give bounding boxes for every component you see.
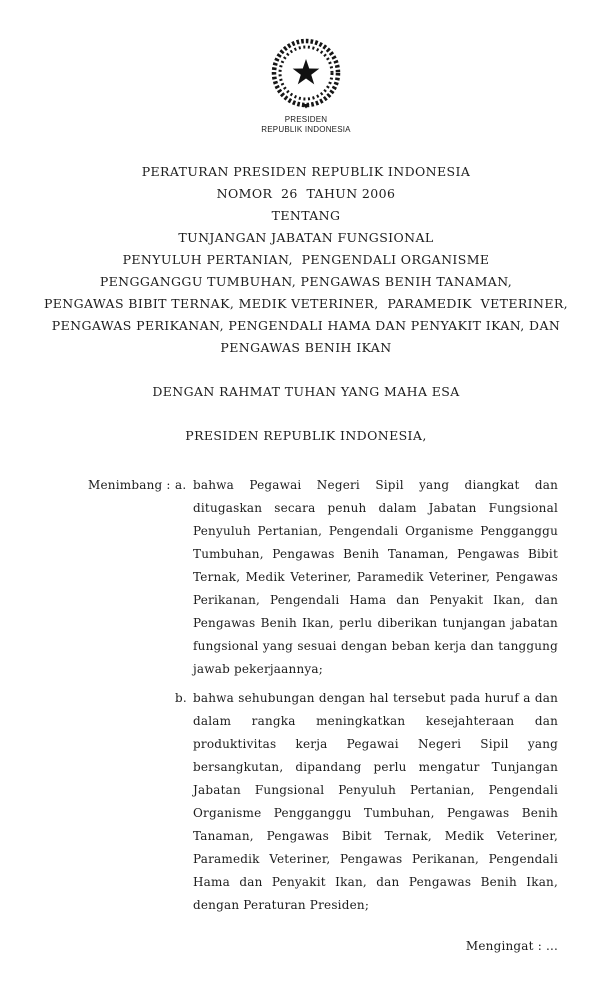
presidential-emblem-icon <box>269 36 343 110</box>
item-a-marker: a. <box>175 478 187 492</box>
subject-line-6: PENGAWAS BENIH IKAN <box>220 340 392 355</box>
document-header <box>0 0 612 135</box>
item-a-text: bahwa Pegawai Negeri Sipil yang diangkat dan ditugaskan secara penuh dalam Jabatan Fungsional Penyuluh Pertanian, Pengendali Organisme Pengganggu Tumbuhan, Pengawas Benih Tanaman, Pengawas Bibit Ternak, Medik Veteriner, Paramedik Veteriner, Pengawas Perikanan, Pengendali Hama dan Penyakit Ikan, dan Pengawas Benih Ikan, perlu diberikan tunjangan jabatan fungsional yang sesuai dengan beban kerja dan tanggung jawab pekerjaannya; <box>193 478 558 676</box>
considering-item-a <box>175 474 558 681</box>
considering-item-b <box>175 687 558 917</box>
subject-line-5: PENGAWAS PERIKANAN, PENGENDALI HAMA DAN PENYAKIT IKAN, DAN <box>51 318 561 333</box>
item-b-marker: b. <box>175 691 187 705</box>
title-block <box>0 161 612 447</box>
considering-row <box>88 474 558 917</box>
subject-line-1: TUNJANGAN JABATAN FUNGSIONAL <box>178 230 434 245</box>
emblem-caption <box>0 115 612 135</box>
subject-line-2: PENYULUH PERTANIAN, PENGENDALI ORGANISME <box>122 252 490 267</box>
regulation-number: NOMOR 26 TAHUN 2006 <box>216 186 396 201</box>
considering-label: Menimbang : <box>88 478 171 492</box>
subject-line-4: PENGAWAS BIBIT TERNAK, MEDIK VETERINER, PARAMEDIK VETERINER, <box>43 296 569 311</box>
emblem-caption-line1: PRESIDEN <box>284 115 328 124</box>
continuation-note: Mengingat : ... <box>465 939 558 953</box>
regulation-title: PERATURAN PRESIDEN REPUBLIK INDONESIA <box>141 164 471 179</box>
considering-items <box>175 474 558 917</box>
item-b-text: bahwa sehubungan dengan hal tersebut pada huruf a dan dalam rangka meningkatkan kesejahteraan dan produktivitas kerja Pegawai Negeri Sipil yang bersangkutan, dipandang perlu mengatur Tunjangan Jabatan Fungsional Penyuluh Pertanian, Pengendali Organisme Pengganggu Tumbuhan, Pengawas Benih Tanaman, Pengawas Bibit Ternak, Medik Veteriner, Paramedik Veteriner, Pengawas Perikanan, Pengendali Hama dan Penyakit Ikan, dan Pengawas Benih Ikan, dengan Peraturan Presiden; <box>193 691 558 912</box>
invocation-line: DENGAN RAHMAT TUHAN YANG MAHA ESA <box>152 384 460 399</box>
regulation-about-label: TENTANG <box>271 208 341 223</box>
subject-line-3: PENGGANGGU TUMBUHAN, PENGAWAS BENIH TANAMAN, <box>99 274 513 289</box>
authority-line: PRESIDEN REPUBLIK INDONESIA, <box>185 428 427 443</box>
considering-section <box>88 474 558 917</box>
emblem-caption-line2: REPUBLIK INDONESIA <box>261 125 351 134</box>
